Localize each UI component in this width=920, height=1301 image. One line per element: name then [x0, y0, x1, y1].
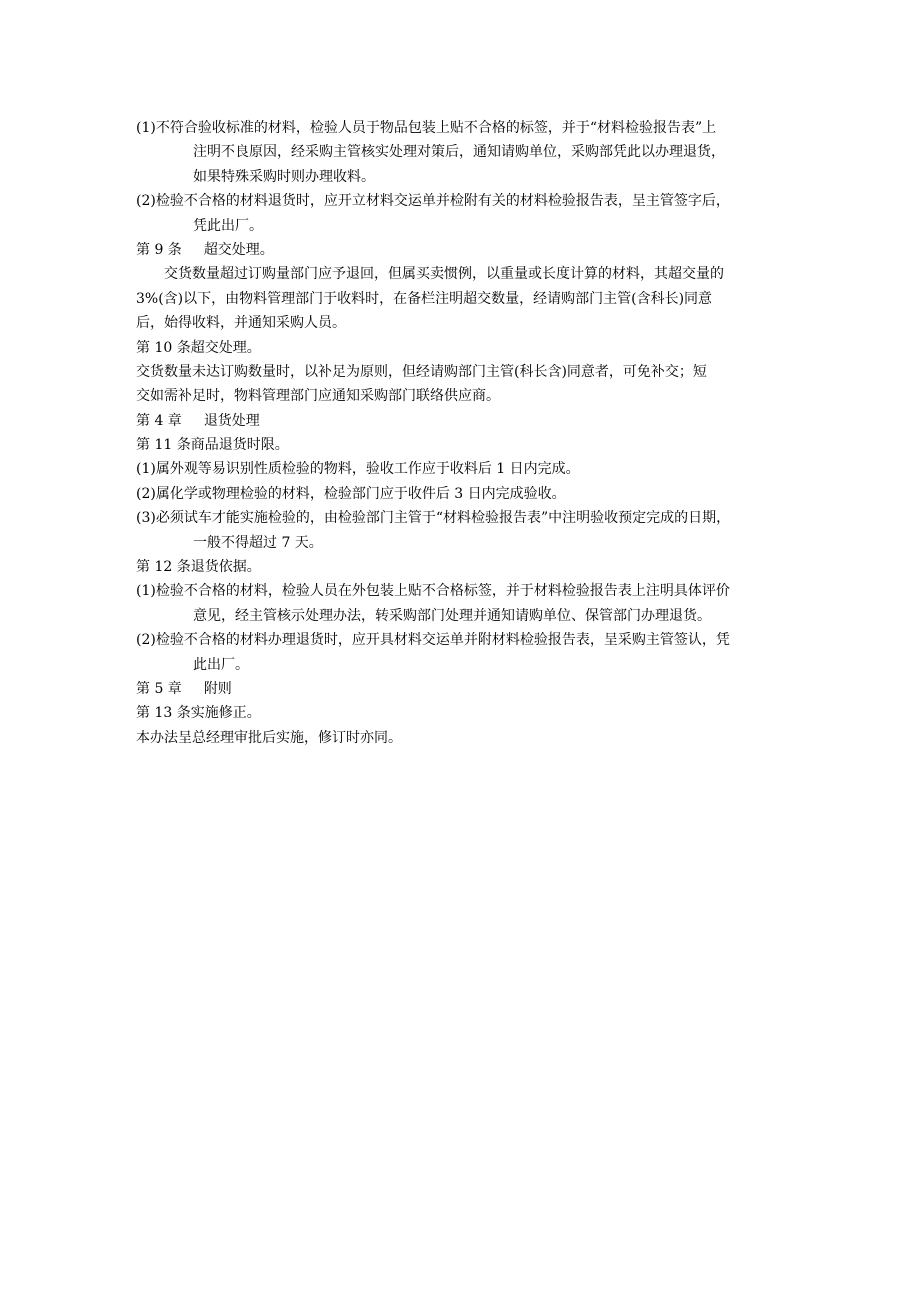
text-line — [136, 287, 796, 311]
text-line — [136, 116, 796, 140]
text-line — [136, 604, 796, 628]
text-line — [136, 360, 796, 384]
line-text: 注明不良原因，经采购主管核实处理对策后，通知请购单位，采购部凭此以办理退货， — [193, 144, 725, 161]
text-line — [136, 701, 796, 725]
text-line — [136, 189, 796, 213]
text-line — [136, 336, 796, 360]
text-line — [136, 506, 796, 530]
text-line — [136, 262, 796, 286]
text-line — [136, 555, 796, 579]
line-text: (2)检验不合格的材料办理退货时，应开具材料交运单并附材料检验报告表，呈采购主管签认，凭 — [136, 632, 730, 649]
document-body — [136, 116, 796, 750]
line-text: 凭此出厂。 — [193, 217, 263, 234]
line-text: 后，始得收料，并通知采购人员。 — [136, 315, 346, 332]
text-line — [136, 457, 796, 481]
line-text: 第 13 条实施修正。 — [136, 705, 261, 722]
section-label: 第 9 条 — [136, 241, 182, 258]
line-text: 如果特殊采购时则办理收料。 — [193, 168, 375, 185]
line-text: (1)属外观等易识别性质检验的物料，验收工作应于收料后 1 日内完成。 — [136, 461, 580, 478]
text-line — [136, 165, 796, 189]
text-line — [136, 433, 796, 457]
text-line — [136, 726, 796, 750]
line-text: (3)必须试车才能实施检验的，由检验部门主管于“材料检验报告表”中注明验收预定完成的日期， — [136, 510, 731, 527]
text-line — [136, 677, 796, 701]
text-line — [136, 384, 796, 408]
line-text: 退货处理 — [203, 412, 260, 429]
line-text: 此出厂。 — [193, 656, 249, 673]
text-line — [136, 531, 796, 555]
text-line — [136, 409, 796, 433]
text-line — [136, 579, 796, 603]
text-line — [136, 653, 796, 677]
line-text: 一般不得超过 7 天。 — [193, 534, 323, 551]
line-text: 本办法呈总经理审批后实施，修订时亦同。 — [136, 729, 402, 746]
line-text: 意见，经主管核示处理办法，转采购部门处理并通知请购单位、保管部门办理退货。 — [193, 607, 711, 624]
text-line — [136, 214, 796, 238]
line-text: 3%(含)以下，由物料管理部门于收料时，在备栏注明超交数量，经请购部门主管(含科长)同意 — [136, 290, 713, 307]
line-text: (1)不符合验收标准的材料，检验人员于物品包装上贴不合格的标签，并于“材料检验报告表”上 — [136, 120, 717, 136]
line-text: 交如需补足时，物料管理部门应通知采购部门联络供应商。 — [136, 388, 500, 405]
section-label: 第 4 章 — [136, 412, 182, 429]
line-text: 附则 — [203, 680, 232, 697]
text-line — [136, 482, 796, 506]
text-line — [136, 140, 796, 164]
line-text: 交货数量超过订购量部门应予退回，但属买卖惯例，以重量或长度计算的材料，其超交量的 — [164, 266, 724, 283]
line-text: 第 11 条商品退货时限。 — [136, 437, 289, 454]
section-label: 第 5 章 — [136, 680, 182, 697]
line-text: (1)检验不合格的材料，检验人员在外包装上贴不合格标签，并于材料检验报告表上注明具体评价 — [136, 583, 730, 600]
text-line — [136, 238, 796, 262]
line-text: (2)检验不合格的材料退货时，应开立材料交运单并检附有关的材料检验报告表，呈主管签字后， — [136, 193, 730, 210]
line-text: 交货数量未达订购数量时，以补足为原则，但经请购部门主管(科长含)同意者，可免补交；短 — [136, 363, 707, 380]
line-text: 超交处理。 — [203, 241, 274, 258]
text-line — [136, 311, 796, 335]
line-text: 第 12 条退货依据。 — [136, 559, 261, 576]
text-line — [136, 628, 796, 652]
line-text: (2)属化学或物理检验的材料，检验部门应于收件后 3 日内完成验收。 — [136, 485, 566, 502]
line-text: 第 10 条超交处理。 — [136, 339, 261, 356]
